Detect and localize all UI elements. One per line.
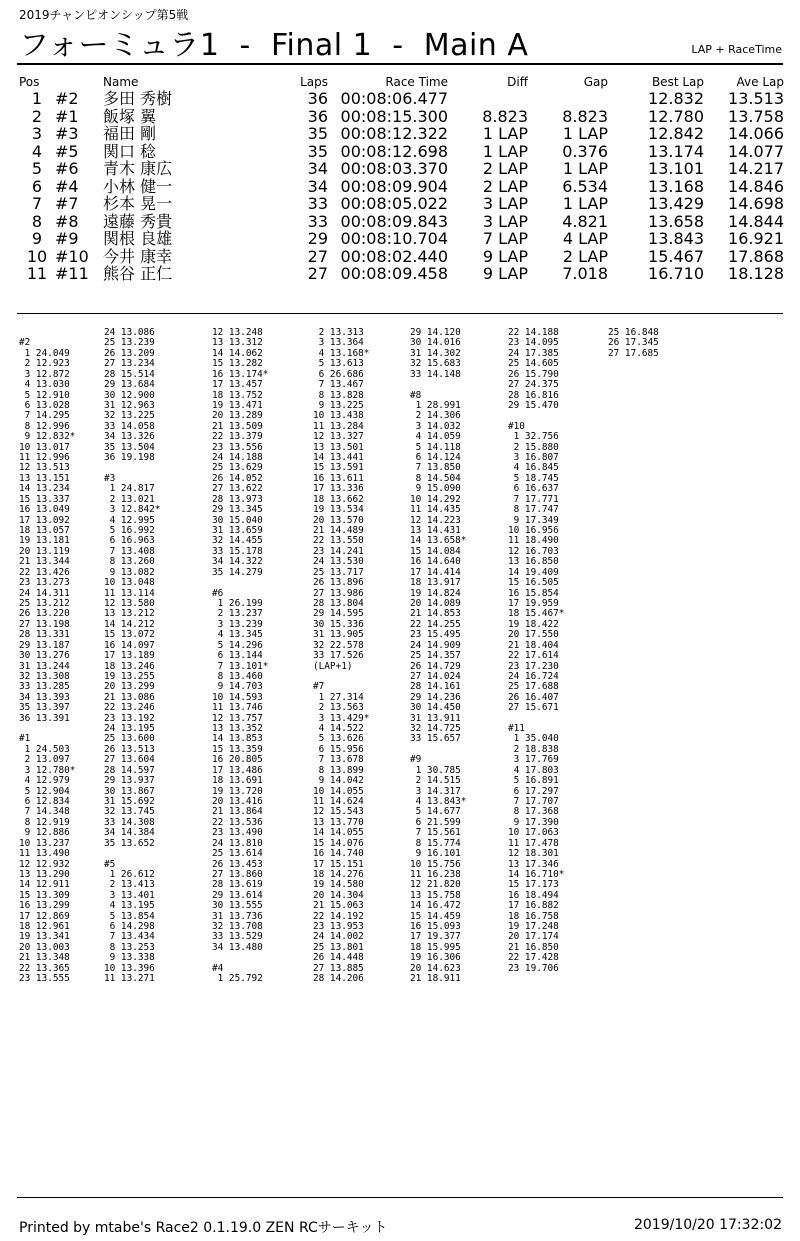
pos-cell: 6 <box>31 177 43 195</box>
event-subtitle: 2019チャンピオンシップ第5戦 <box>19 8 189 22</box>
driver-name-cell: 杉本 晃一 <box>103 195 173 213</box>
laps-cell: 34 <box>307 160 328 178</box>
pos-cell: 11 <box>26 265 48 283</box>
result-row <box>19 143 784 161</box>
gap-cell: 1 LAP <box>562 195 608 213</box>
result-row <box>19 108 784 126</box>
diff-cell: 9 LAP <box>482 247 528 265</box>
pos-cell: 2 <box>31 107 43 125</box>
diff-cell: 7 LAP <box>482 230 528 248</box>
gap-cell: 8.823 <box>562 107 608 125</box>
col-best-lap: Best Lap <box>651 75 704 89</box>
pos-cell: 1 <box>31 90 43 108</box>
race-time-cell: 00:08:15.300 <box>340 107 448 125</box>
ave-lap-cell: 13.758 <box>728 107 784 125</box>
car-number-cell: #8 <box>55 212 79 230</box>
result-row <box>19 265 784 283</box>
race-time-cell: 00:08:09.458 <box>340 265 448 283</box>
laps-cell: 35 <box>307 142 328 160</box>
best-lap-cell: 13.843 <box>648 230 704 248</box>
pos-cell: 9 <box>31 230 43 248</box>
best-lap-cell: 13.658 <box>648 212 704 230</box>
best-lap-cell: 13.101 <box>648 160 704 178</box>
print-datetime: 2019/10/20 17:32:02 <box>633 1217 782 1233</box>
car-number-cell: #4 <box>55 177 79 195</box>
diff-cell: 1 LAP <box>482 142 528 160</box>
printed-by: Printed by mtabe's Race2 0.1.19.0 ZEN RCサーキット <box>19 1220 388 1236</box>
car-number-cell: #9 <box>55 230 79 248</box>
diff-cell: 9 LAP <box>482 265 528 283</box>
laps-cell: 35 <box>307 125 328 143</box>
gap-cell: 4.821 <box>562 212 608 230</box>
pos-cell: 8 <box>31 212 43 230</box>
result-row <box>19 248 784 266</box>
race-time-cell: 00:08:09.843 <box>340 212 448 230</box>
driver-name-cell: 青木 康広 <box>103 160 173 178</box>
best-lap-cell: 13.168 <box>648 177 704 195</box>
pos-cell: 5 <box>31 160 43 178</box>
pos-cell: 4 <box>31 142 43 160</box>
driver-name-cell: 関根 良雄 <box>103 230 173 248</box>
car-number-cell: #5 <box>55 142 79 160</box>
result-row <box>19 195 784 213</box>
laps-cell: 36 <box>307 107 328 125</box>
driver-name-cell: 飯塚 翼 <box>103 107 157 125</box>
laps-cell: 27 <box>307 247 328 265</box>
col-ave-lap: Ave Lap <box>736 75 784 89</box>
result-row <box>19 178 784 196</box>
col-laps: Laps <box>300 75 328 89</box>
car-number-cell: #10 <box>55 247 89 265</box>
diff-cell: 3 LAP <box>482 195 528 213</box>
result-row <box>19 213 784 231</box>
laps-cell: 34 <box>307 177 328 195</box>
gap-cell: 2 LAP <box>562 247 608 265</box>
best-lap-cell: 15.467 <box>648 247 704 265</box>
laps-cell: 29 <box>307 230 328 248</box>
race-time-cell: 00:08:10.704 <box>340 230 448 248</box>
results-body <box>19 90 784 283</box>
race-time-cell: 00:08:06.477 <box>340 90 448 108</box>
results-header-row <box>19 74 784 90</box>
driver-name-cell: 福田 剛 <box>103 125 157 143</box>
best-lap-cell: 13.429 <box>648 195 704 213</box>
result-row <box>19 230 784 248</box>
driver-name-cell: 多田 秀樹 <box>103 90 173 108</box>
footer-divider <box>17 1197 783 1198</box>
best-lap-cell: 16.710 <box>648 265 704 283</box>
best-lap-cell: 12.780 <box>648 107 704 125</box>
diff-cell: 3 LAP <box>482 212 528 230</box>
ave-lap-cell: 16.921 <box>728 230 784 248</box>
driver-name-cell: 今井 康幸 <box>103 247 173 265</box>
driver-name-cell: 熊谷 正仁 <box>103 265 173 283</box>
col-gap: Gap <box>583 75 608 89</box>
ave-lap-cell: 14.844 <box>728 212 784 230</box>
lap-column: 22 14.188 23 14.095 24 17.385 25 14.605 26 15.790 27 24.375 28 16.816 29 15.470 #10 1 32.756 2 15.880 3 16.807 4 16.845 5 18.745 6 16.637 7 17.771 8 17.747 9 17.349 10 16.956 11 18.490 12 16.703 13 16.850 14 19.409 15 16.505 16 15.854 17 19.959 18 15.467* 19 18.422 20 17.550 21 18.404 22 17.614 23 17.230 24 16.724 25 17.688 26 16.407 27 15.671 #11 1 35.040 2 18.838 3 17.769 4 17.803 5 16.891 6 17.297 7 17.707 8 17.368 9 17.390 10 17.063 11 17.478 12 18.301 13 17.346 14 16.710* 15 17.173 16 18.494 17 16.882 18 16.758 19 17.248 20 17.174 21 16.850 22 17.428 23 19.706 <box>508 327 565 974</box>
laps-cell: 36 <box>307 90 328 108</box>
ave-lap-cell: 14.077 <box>728 142 784 160</box>
car-number-cell: #2 <box>55 90 79 108</box>
gap-cell <box>528 90 608 108</box>
race-time-cell: 00:08:12.698 <box>340 142 448 160</box>
ave-lap-cell: 14.698 <box>728 195 784 213</box>
col-race-time: Race Time <box>385 75 448 89</box>
race-time-cell: 00:08:02.440 <box>340 247 448 265</box>
gap-cell: 7.018 <box>562 265 608 283</box>
race-time-cell: 00:08:05.022 <box>340 195 448 213</box>
gap-cell: 6.534 <box>562 177 608 195</box>
ave-lap-cell: 17.868 <box>728 247 784 265</box>
gap-cell: 1 LAP <box>562 125 608 143</box>
pos-cell: 10 <box>26 247 48 265</box>
race-title: フォーミュラ1 - Final 1 - Main A <box>19 28 529 63</box>
laps-cell: 33 <box>307 212 328 230</box>
diff-cell: 2 LAP <box>482 177 528 195</box>
car-number-cell: #3 <box>55 125 79 143</box>
lap-column: 12 13.248 13 13.312 14 14.062 15 13.282 16 13.174* 17 13.457 18 13.752 19 13.471 20 13.289 21 13.509 22 13.379 23 13.556 24 14.188 25 13.629 26 14.052 27 13.622 28 13.973 29 13.345 30 15.040 31 13.659 32 14.455 33 15.178 34 14.322 35 14.279 #6 1 26.199 2 13.237 3 13.239 4 13.345 5 14.296 6 13.144 7 13.101* 8 13.460 9 14.703 10 14.593 11 13.746 12 13.757 13 13.352 14 13.853 15 13.359 16 20.805 17 13.486 18 13.691 19 13.720 20 13.416 21 13.864 22 13.536 23 13.490 24 13.810 25 13.614 26 13.453 27 13.860 28 13.619 29 13.614 30 13.555 31 13.736 32 13.708 33 13.529 34 13.480 #4 1 25.792 <box>212 327 269 985</box>
gap-cell: 4 LAP <box>562 230 608 248</box>
best-lap-cell: 12.832 <box>648 90 704 108</box>
car-number-cell: #1 <box>55 107 79 125</box>
header-divider <box>17 63 783 65</box>
car-number-cell: #7 <box>55 195 79 213</box>
results-divider <box>17 313 783 314</box>
diff-cell <box>448 90 528 108</box>
diff-cell: 2 LAP <box>482 160 528 178</box>
col-car <box>55 74 103 90</box>
col-diff: Diff <box>507 75 528 89</box>
ave-lap-cell: 14.066 <box>728 125 784 143</box>
col-pos: Pos <box>19 75 40 89</box>
car-number-cell: #6 <box>55 160 79 178</box>
diff-cell: 8.823 <box>482 107 528 125</box>
lap-column: 24 13.086 25 13.239 26 13.209 27 13.234 28 15.514 29 13.684 30 12.900 31 12.963 32 13.225 33 14.058 34 13.326 35 13.504 36 19.198 #3 1 24.817 2 13.021 3 12.842* 4 12.995 5 16.992 6 16.963 7 13.408 8 13.260 9 13.082 10 13.048 11 13.114 12 13.580 13 13.212 14 14.212 15 13.072 16 14.097 17 13.189 18 13.246 19 13.255 20 13.299 21 13.086 22 13.246 23 13.192 24 13.195 25 13.600 26 13.513 27 13.604 28 14.597 29 13.937 30 13.867 31 15.692 32 13.745 33 14.308 34 14.384 35 13.652 #5 1 26.612 2 13.413 3 13.401 4 13.195 5 13.854 6 14.298 7 13.434 8 13.253 9 13.338 10 13.396 11 13.271 <box>104 327 161 985</box>
lap-column: 25 16.848 26 17.345 27 17.685 <box>608 327 659 359</box>
laps-cell: 33 <box>307 195 328 213</box>
driver-name-cell: 関口 稔 <box>103 142 157 160</box>
result-row <box>19 160 784 178</box>
lap-times-section <box>19 328 789 1190</box>
lap-column: #2 1 24.049 2 12.923 3 12.872 4 13.030 5 12.910 6 13.028 7 14.295 8 12.996 9 12.832* 10 13.017 11 12.996 12 13.513 13 13.151 14 13.234 15 13.337 16 13.049 17 13.092 18 13.057 19 13.181 20 13.119 21 13.344 22 13.426 23 13.273 24 14.311 25 13.212 26 13.220 27 13.198 28 13.331 29 13.187 30 13.276 31 13.244 32 13.308 33 13.285 34 13.393 35 13.397 36 13.391 #1 1 24.503 2 13.097 3 12.780* 4 12.979 5 12.904 6 12.834 7 14.348 8 12.919 9 12.886 10 13.237 11 13.490 12 12.932 13 13.290 14 12.911 15 13.309 16 13.299 17 12.869 18 12.961 19 13.341 20 13.003 21 13.348 22 13.365 23 13.555 <box>19 337 76 985</box>
result-row <box>19 90 784 108</box>
laps-cell: 27 <box>307 265 328 283</box>
diff-cell: 1 LAP <box>482 125 528 143</box>
gap-cell: 0.376 <box>562 142 608 160</box>
best-lap-cell: 12.842 <box>648 125 704 143</box>
timing-mode: LAP + RaceTime <box>691 43 782 56</box>
ave-lap-cell: 13.513 <box>728 90 784 108</box>
results-table <box>19 74 784 283</box>
race-time-cell: 00:08:12.322 <box>340 125 448 143</box>
pos-cell: 3 <box>31 125 43 143</box>
col-name: Name <box>103 75 139 89</box>
driver-name-cell: 遠藤 秀貴 <box>103 212 173 230</box>
lap-column: 29 14.120 30 14.016 31 14.302 32 15.683 33 14.148 #8 1 28.991 2 14.306 3 14.032 4 14.059 5 14.118 6 14.124 7 13.850 8 14.504 9 15.090 10 14.292 11 14.435 12 14.223 13 14.431 14 13.658* 15 14.084 16 14.640 17 14.414 18 13.917 19 14.824 20 14.089 21 14.853 22 14.255 23 15.495 24 14.909 25 14.357 26 14.729 27 14.024 28 14.161 29 14.236 30 14.450 31 13.911 32 14.725 33 15.657 #9 1 30.785 2 14.515 3 14.317 4 13.843* 5 14.677 6 21.599 7 15.561 8 15.774 9 16.101 10 15.756 11 16.238 12 21.820 13 15.758 14 16.472 15 14.459 16 15.093 17 19.377 18 15.995 19 16.306 20 14.623 21 18.911 <box>410 327 467 985</box>
gap-cell: 1 LAP <box>562 160 608 178</box>
car-number-cell: #11 <box>55 265 89 283</box>
driver-name-cell: 小林 健一 <box>103 177 173 195</box>
race-time-cell: 00:08:09.904 <box>340 177 448 195</box>
pos-cell: 7 <box>31 195 43 213</box>
race-time-cell: 00:08:03.370 <box>340 160 448 178</box>
ave-lap-cell: 14.846 <box>728 177 784 195</box>
ave-lap-cell: 14.217 <box>728 160 784 178</box>
best-lap-cell: 13.174 <box>648 142 704 160</box>
result-row <box>19 125 784 143</box>
ave-lap-cell: 18.128 <box>728 265 784 283</box>
lap-column: 2 13.313 3 13.364 4 13.168* 5 13.613 6 26.686 7 13.467 8 13.828 9 13.225 10 13.438 11 13.284 12 13.327 13 13.501 14 13.441 15 13.591 16 13.611 17 13.336 18 13.662 19 13.534 20 13.570 21 14.489 22 13.550 23 14.241 24 13.530 25 13.717 26 13.896 27 13.986 28 13.804 29 14.595 30 15.336 31 13.905 32 22.578 33 17.526 (LAP+1) #7 1 27.314 2 13.563 3 13.429* 4 14.522 5 13.626 6 15.956 7 13.678 8 13.899 9 14.042 10 14.055 11 14.624 12 15.543 13 13.770 14 14.055 15 14.076 16 14.740 17 15.151 18 14.276 19 14.580 20 14.304 21 15.063 22 14.192 23 13.953 24 14.002 25 13.801 26 14.448 27 13.885 28 14.206 <box>313 327 370 985</box>
